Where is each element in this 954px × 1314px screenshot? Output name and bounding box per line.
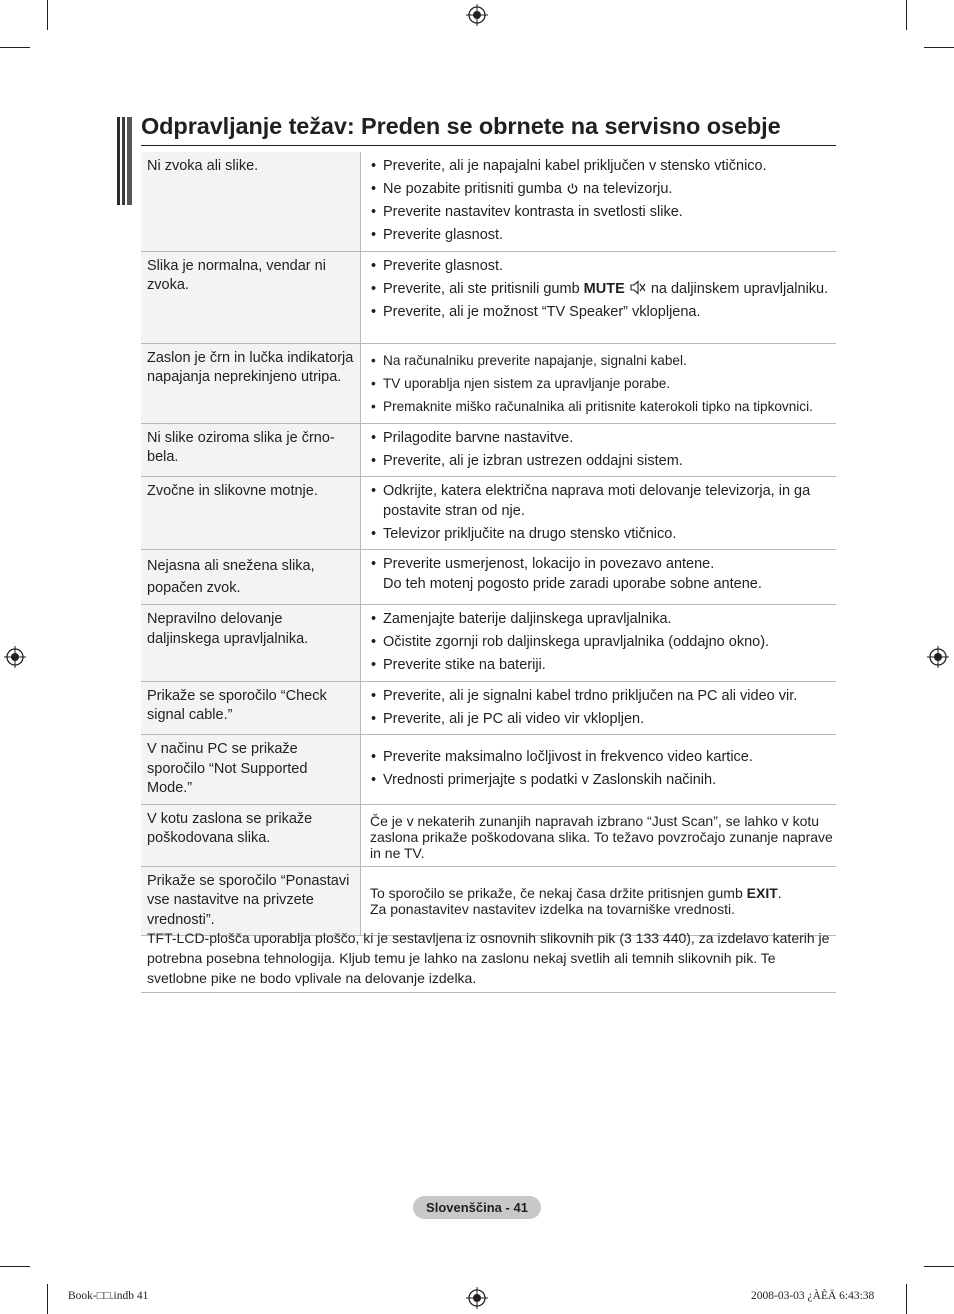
list-item: • Prilagodite barvne nastavitve. bbox=[370, 429, 836, 449]
symptom-text: Prikaže se sporočilo “Check signal cable.” bbox=[147, 687, 327, 723]
title-accent-bar bbox=[117, 117, 132, 205]
list-item: • Ne pozabite pritisniti gumba na televizorju. bbox=[370, 180, 836, 200]
list-item: • Vrednosti primerjajte s podatki v Zaslonskih načinih. bbox=[370, 771, 836, 791]
symptom-text: popačen zvok. bbox=[147, 580, 241, 596]
list-item: • Na računalniku preverite napajanje, signalni kabel. bbox=[370, 349, 836, 372]
registration-mark-icon bbox=[4, 646, 26, 668]
crop-mark bbox=[924, 1266, 954, 1267]
symptom-cell bbox=[141, 251, 361, 343]
table-row bbox=[141, 681, 836, 735]
print-slug-right: 2008-03-03 ¿ÀÈÄ 6:43:38 bbox=[751, 1290, 875, 1302]
table-row bbox=[141, 605, 836, 682]
list-item: • Preverite glasnost. bbox=[370, 226, 836, 246]
table-row bbox=[141, 477, 836, 550]
list-item-continuation: Do teh motenj pogosto pride zaradi uporabe sobne antene. bbox=[383, 575, 762, 592]
solution-list bbox=[370, 482, 836, 544]
list-item: • Preverite stike na bateriji. bbox=[370, 656, 836, 676]
crop-mark bbox=[47, 0, 48, 30]
table-row bbox=[141, 152, 836, 251]
symptom-cell bbox=[141, 477, 361, 550]
solution-list bbox=[370, 429, 836, 472]
symptom-cell bbox=[141, 550, 361, 605]
crop-mark bbox=[924, 47, 954, 48]
table-row bbox=[141, 550, 836, 605]
solution-cell: To sporočilo se prikaže, če nekaj časa držite pritisnjen gumb EXIT. Za ponastavitev nastavitev izdelka na tovarniške vrednosti. bbox=[361, 866, 837, 936]
list-item: • Preverite usmerjenost, lokacijo in povezavo antene. bbox=[370, 555, 836, 575]
solution-cell bbox=[361, 735, 837, 805]
list-item: • Očistite zgornji rob daljinskega upravljalnika (oddajno okno). bbox=[370, 633, 836, 653]
solution-cell bbox=[361, 477, 837, 550]
list-item: • Preverite maksimalno ločljivost in frekvenco video kartice. bbox=[370, 748, 836, 768]
print-slug-left: Book-□□.indb 41 bbox=[68, 1290, 149, 1302]
solution-cell bbox=[361, 804, 837, 866]
symptom-text: Nepravilno delovanje daljinskega upravljalnika. bbox=[147, 611, 309, 647]
list-item: • Zamenjajte baterije daljinskega upravljalnika. bbox=[370, 610, 836, 630]
solution-cell bbox=[361, 605, 837, 682]
symptom-cell bbox=[141, 605, 361, 682]
table-row bbox=[141, 735, 836, 805]
solution-note: Če je v nekaterih zunanjih napravah izbrano “Just Scan”, se lahko v kotu zaslona prikaže poškodovana slika. To težavo povzročajo zunanje naprave in ne TV. bbox=[370, 812, 833, 861]
symptom-cell bbox=[141, 735, 361, 805]
solution-cell bbox=[361, 681, 837, 735]
list-item: • Preverite, ali je PC ali video vir vklopljen. bbox=[370, 710, 836, 730]
list-item: • Preverite nastavitev kontrasta in svetlosti slike. bbox=[370, 203, 836, 223]
table-row bbox=[141, 423, 836, 477]
symptom-text: Nejasna ali snežena slika, bbox=[147, 558, 315, 574]
table-row bbox=[141, 251, 836, 343]
crop-mark bbox=[47, 1284, 48, 1314]
symptom-text: V načinu PC se prikaže sporočilo “Not Supported Mode.” bbox=[147, 741, 308, 796]
symptom-text: Prikaže se sporočilo “Ponastavi vse nastavitve na privzete vrednosti”. bbox=[147, 872, 350, 928]
registration-mark-icon bbox=[466, 4, 488, 26]
power-icon bbox=[566, 182, 579, 195]
crop-mark bbox=[0, 1266, 30, 1267]
symptom-cell bbox=[141, 152, 361, 251]
crop-mark bbox=[906, 1284, 907, 1314]
list-item: • Preverite, ali je izbran ustrezen oddajni sistem. bbox=[370, 452, 836, 472]
solution-cell bbox=[361, 550, 837, 605]
symptom-text: Zaslon je črn in lučka indikatorja napajanja neprekinjeno utripa. bbox=[147, 349, 354, 385]
symptom-cell bbox=[141, 343, 361, 423]
registration-mark-icon bbox=[927, 646, 949, 668]
solution-list bbox=[370, 349, 836, 418]
troubleshooting-table bbox=[141, 152, 836, 936]
symptom-text: Zvočne in slikovne motnje. bbox=[147, 483, 318, 499]
list-item: • Preverite, ali je signalni kabel trdno priključen na PC ali video vir. bbox=[370, 687, 836, 707]
crop-mark bbox=[906, 0, 907, 30]
footnote: TFT-LCD-plošča uporablja ploščo, ki je sestavljena iz osnovnih slikovnih pik (3 133 440), za izdelavo katerih je potrebna posebna tehnologija. Kljub temu je lahko na zaslonu nekaj svetlih ali temnih slikovnih pik. Te svetlobne pike ne bodo vplivale na delovanje izdelka. bbox=[141, 922, 836, 993]
page-title: Odpravljanje težav: Preden se obrnete na servisno osebje bbox=[141, 113, 781, 139]
crop-mark bbox=[0, 47, 30, 48]
list-item: • Preverite, ali je možnost “TV Speaker” vklopljena. bbox=[370, 303, 836, 323]
list-item: • Preverite glasnost. bbox=[370, 257, 836, 277]
symptom-text: Ni zvoka ali slike. bbox=[147, 158, 259, 174]
solution-cell bbox=[361, 423, 837, 477]
symptom-cell bbox=[141, 423, 361, 477]
symptom-text: V kotu zaslona se prikaže poškodovana slika. bbox=[147, 810, 313, 846]
page-number-badge: Slovenščina - 41 bbox=[413, 1196, 541, 1219]
symptom-text: Slika je normalna, vendar ni zvoka. bbox=[147, 257, 326, 293]
list-item: • Preverite, ali ste pritisnili gumb MUTE na daljinskem upravljalniku. bbox=[370, 280, 836, 300]
symptom-cell bbox=[141, 804, 361, 866]
solution-note: Za ponastavitev nastavitev izdelka na tovarniške vrednosti. bbox=[370, 900, 735, 917]
registration-mark-icon bbox=[466, 1287, 488, 1309]
solution-list bbox=[370, 555, 836, 575]
solution-list bbox=[370, 157, 836, 246]
solution-cell bbox=[361, 343, 837, 423]
table-row bbox=[141, 343, 836, 423]
symptom-cell bbox=[141, 681, 361, 735]
solution-cell bbox=[361, 251, 837, 343]
solution-list bbox=[370, 687, 836, 730]
list-item: • TV uporablja njen sistem za upravljanje porabe. bbox=[370, 372, 836, 395]
list-item: • Odkrijte, katera električna naprava moti delovanje televizorja, in ga postavite stran od nje. bbox=[370, 482, 836, 521]
table-row bbox=[141, 804, 836, 866]
solution-list bbox=[370, 610, 836, 676]
solution-cell bbox=[361, 152, 837, 251]
solution-list bbox=[370, 257, 836, 323]
solution-list bbox=[370, 748, 836, 791]
list-item: • Preverite, ali je napajalni kabel priključen v stensko vtičnico. bbox=[370, 157, 836, 177]
solution-note: To sporočilo se prikaže, če nekaj časa držite pritisnjen gumb bbox=[370, 884, 743, 901]
list-item: • Televizor priključite na drugo stensko vtičnico. bbox=[370, 525, 836, 545]
title-rule bbox=[141, 145, 836, 146]
mute-icon bbox=[629, 280, 647, 295]
symptom-text: Ni slike oziroma slika je črno-bela. bbox=[147, 429, 335, 465]
exit-key-label: EXIT bbox=[746, 884, 778, 901]
list-item: • Premaknite miško računalnika ali pritisnite katerokoli tipko na tipkovnici. bbox=[370, 395, 836, 418]
